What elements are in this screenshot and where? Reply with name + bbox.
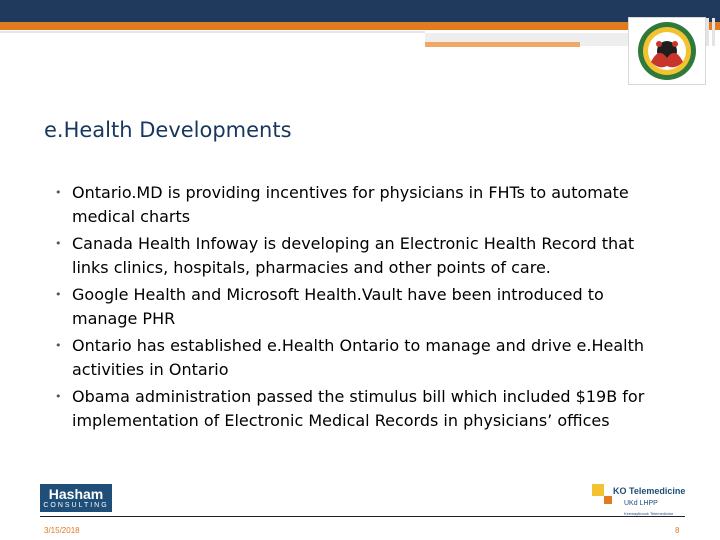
bullet-icon: • — [55, 339, 62, 352]
bullet-item — [44, 181, 664, 229]
header-stripe-1 — [706, 18, 709, 46]
slide-title: e.Health Developments — [44, 118, 292, 142]
bullet-item — [44, 283, 664, 331]
bullet-text: Google Health and Microsoft Health.Vault have been introduced to manage PHR — [72, 285, 604, 328]
bullet-list — [44, 181, 664, 436]
bullet-text: Ontario.MD is providing incentives for physicians in FHTs to automate medical charts — [72, 183, 629, 226]
bullet-icon: • — [55, 186, 62, 199]
page-number: 8 — [675, 526, 680, 535]
medicine-wheel-icon — [629, 18, 705, 84]
bullet-item — [44, 385, 664, 433]
footer-date: 3/15/2018 — [44, 526, 80, 535]
ko-logo-name: KO Telemedicine — [613, 486, 686, 496]
organization-logo — [628, 17, 706, 85]
bullet-icon: • — [55, 288, 62, 301]
header-accent-orange — [425, 42, 580, 47]
bullet-text: Obama administration passed the stimulus bill which included $19B for implementation of Electronic Medical Records in physicians’ offices — [72, 387, 645, 430]
bullet-icon: • — [55, 237, 62, 250]
footer-divider — [40, 516, 685, 517]
bullet-item — [44, 232, 664, 280]
bullet-icon: • — [55, 390, 62, 403]
hasham-logo-name: Hasham — [48, 486, 104, 502]
header-divider — [0, 31, 425, 33]
bullet-text: Ontario has established e.Health Ontario to manage and drive e.Health activities in Ontario — [72, 336, 645, 379]
bullet-text: Canada Health Infoway is developing an Electronic Health Record that links clinics, hospitals, pharmacies and other points of care. — [72, 234, 635, 277]
ko-logo-sub2: Keewaytinook Telemedicine — [624, 511, 674, 516]
header-stripe-2 — [712, 18, 715, 46]
header-orange-bar — [0, 22, 720, 30]
ko-logo-sub: UKd LHPP — [624, 500, 658, 507]
hasham-logo — [40, 484, 112, 512]
hasham-logo-tagline: CONSULTING — [43, 502, 109, 509]
bullet-item — [44, 334, 664, 382]
header-band — [0, 0, 720, 22]
